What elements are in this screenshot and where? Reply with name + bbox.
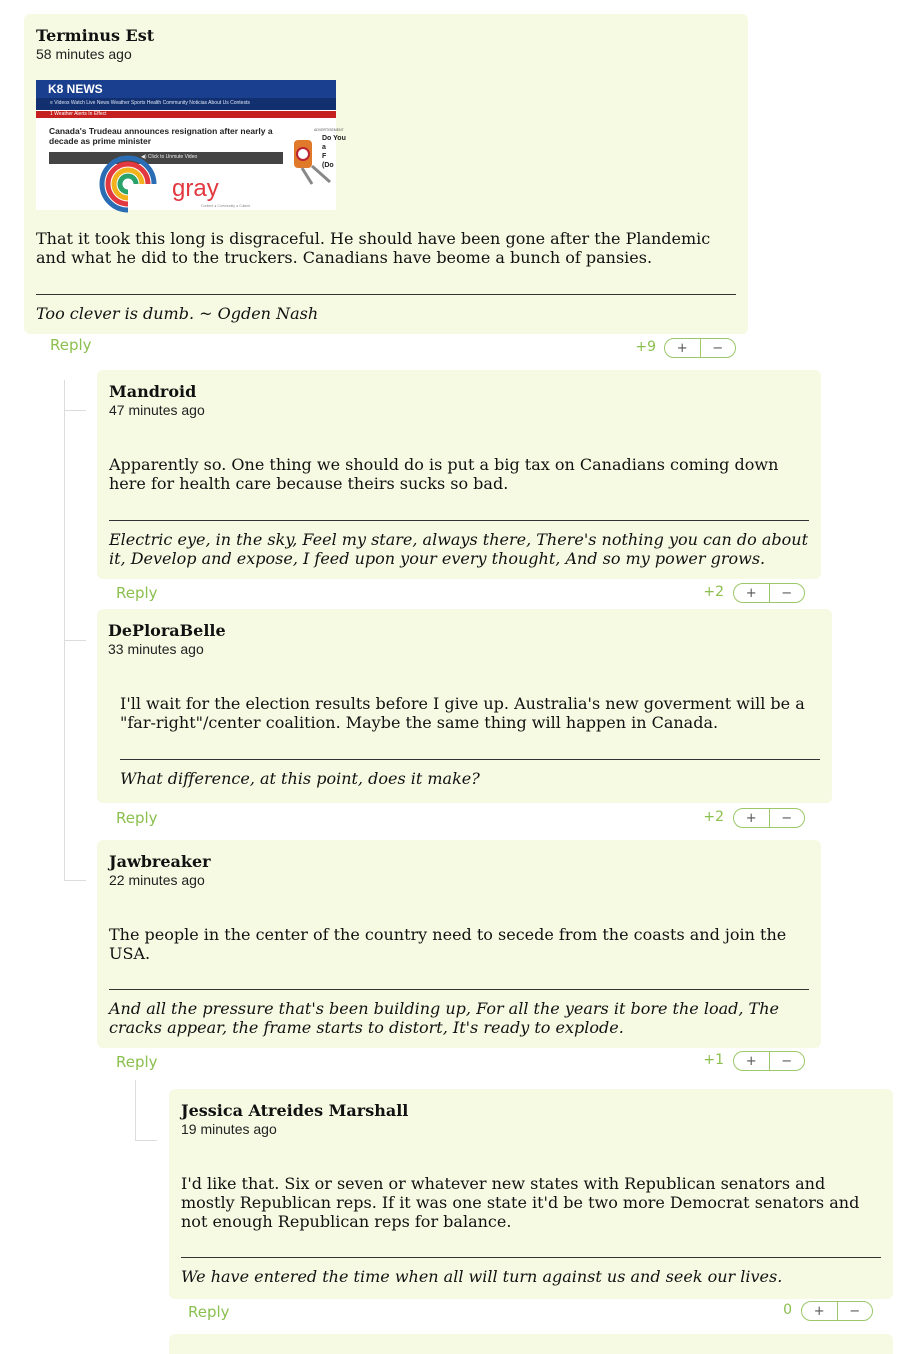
comment-timestamp: 58 minutes ago [36, 46, 132, 62]
signature-divider [36, 294, 736, 295]
embedded-news-image[interactable] [36, 80, 346, 210]
vote-score: +9 [635, 339, 656, 355]
reply-button[interactable]: Reply [188, 1303, 230, 1321]
comment-card [24, 14, 748, 334]
comment-author[interactable]: Mandroid [109, 382, 197, 401]
comment-signature: And all the pressure that's been building up, For all the years it bore the load, The cracks appear, the frame starts to distort, It's ready to explode. [109, 999, 779, 1037]
comment-timestamp: 22 minutes ago [109, 872, 205, 888]
comment-card [97, 370, 821, 579]
thread-line-level1 [64, 380, 65, 880]
comment-body: I'll wait for the election results before I give up. Australia's new goverment will be a "far-right"/center coalition. Maybe the same thing will happen in Canada. [120, 694, 805, 732]
vote-score: +2 [703, 809, 724, 825]
vote-control [801, 1301, 873, 1321]
comment-timestamp: 47 minutes ago [109, 402, 205, 418]
comment-signature: Electric eye, in the sky, Feel my stare, always there, There's nothing you can do about it, Develop and expose, I feed upon your every thought, And so my power grows. [109, 530, 808, 568]
thread-branch [64, 410, 86, 411]
news-logo: K8 NEWS [48, 82, 103, 96]
comment-body: I'd like that. Six or seven or whatever new states with Republican senators and mostly Republican reps. If it was one state it'd be two more Democrat senators and not enough Republican reps for balance. [181, 1174, 860, 1231]
news-video-label: ◀) Click to Unmute Video [141, 154, 198, 160]
comment-timestamp: 19 minutes ago [181, 1121, 277, 1137]
downvote-button[interactable]: − [769, 584, 805, 602]
vote-control [733, 1051, 805, 1071]
comment-body: That it took this long is disgraceful. He should have been gone after the Plandemic and what he did to the truckers. Canadians have beome a bunch of pansies. [36, 229, 711, 267]
vote-score: 0 [783, 1302, 792, 1318]
comment-author[interactable]: Terminus Est [36, 26, 155, 45]
signature-divider [109, 520, 809, 521]
upvote-button[interactable]: + [813, 1303, 825, 1319]
downvote-button[interactable]: − [769, 809, 805, 827]
comment-card [97, 609, 832, 803]
reply-button[interactable]: Reply [116, 584, 158, 602]
vote-score: +2 [703, 584, 724, 600]
downvote-button[interactable]: − [837, 1302, 873, 1320]
comment-body: Apparently so. One thing we should do is put a big tax on Canadians coming down here for health care because theirs sucks so bad. [109, 455, 779, 493]
reply-button[interactable]: Reply [116, 1053, 158, 1071]
comment-card [169, 1089, 893, 1299]
thread-branch [64, 640, 86, 641]
thread-branch [64, 880, 86, 881]
news-alert: 1 Weather Alerts In Effect [50, 111, 107, 117]
gray-tagline: Content ● Community ● Culture [201, 204, 251, 208]
vote-control [664, 338, 736, 358]
comment-card [97, 840, 821, 1048]
vote-score: +1 [703, 1052, 724, 1068]
signature-divider [109, 989, 809, 990]
news-ad-label: ADVERTISEMENT [314, 128, 344, 132]
upvote-button[interactable]: + [745, 1053, 757, 1069]
downvote-button[interactable]: − [769, 1052, 805, 1070]
comment-card-partial [169, 1334, 893, 1354]
gray-logo-icon [94, 162, 170, 210]
comment-timestamp: 33 minutes ago [108, 641, 204, 657]
comment-signature: Too clever is dumb. ~ Ogden Nash [36, 304, 319, 323]
comment-signature: We have entered the time when all will turn against us and seek our lives. [181, 1267, 783, 1286]
upvote-button[interactable]: + [745, 585, 757, 601]
gray-brand: gray [172, 175, 219, 202]
comment-author[interactable]: DePloraBelle [108, 621, 226, 640]
comment-body: The people in the center of the country need to secede from the coasts and join the USA. [109, 925, 787, 963]
comment-author[interactable]: Jawbreaker [109, 852, 211, 871]
signature-divider [120, 759, 820, 760]
vote-control [733, 583, 805, 603]
reply-button[interactable]: Reply [116, 809, 158, 827]
vote-control [733, 808, 805, 828]
upvote-button[interactable]: + [745, 810, 757, 826]
comment-author[interactable]: Jessica Atreides Marshall [181, 1101, 409, 1120]
signature-divider [181, 1257, 881, 1258]
upvote-button[interactable]: + [676, 340, 688, 356]
news-ad-text: Do You a F (Do [322, 135, 346, 169]
downvote-button[interactable]: − [700, 339, 736, 357]
comment-signature: What difference, at this point, does it make? [120, 769, 480, 788]
thread-branch [135, 1140, 157, 1141]
news-headline: Canada's Trudeau announces resignation after nearly a decade as prime minister [49, 126, 273, 146]
thread-line-level2 [135, 1080, 136, 1140]
reply-button[interactable]: Reply [50, 336, 92, 354]
news-nav: ≡ Videos Watch Live News Weather Sports Health Community Noticias About Us Contests [50, 100, 250, 106]
